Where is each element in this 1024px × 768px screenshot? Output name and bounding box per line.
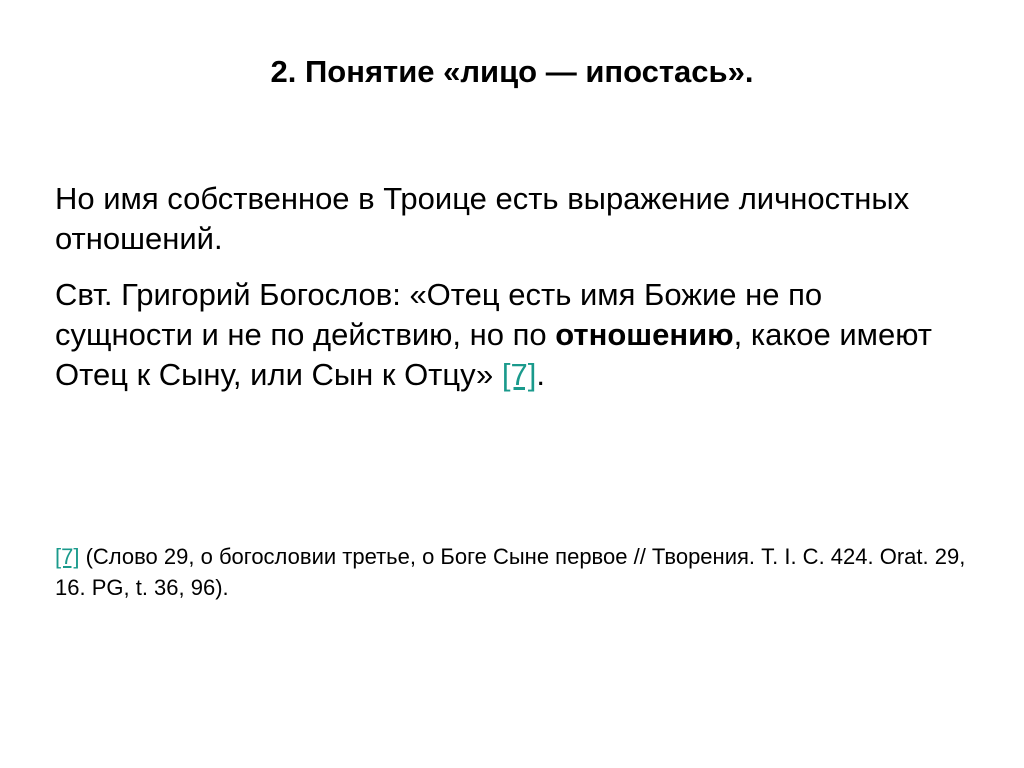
slide-title: 2. Понятие «лицо — ипостась». xyxy=(270,54,754,89)
paragraph-1: Но имя собственное в Троице есть выражение личностных отношений. xyxy=(55,181,910,256)
footnote xyxy=(55,541,975,603)
slide-body xyxy=(55,179,955,395)
emphasis-text: отношению xyxy=(555,317,734,352)
footnote-backlink[interactable]: [7] xyxy=(55,544,80,569)
footnote-text: (Слово 29, о богословии третье, о Боге Сыне первое // Творения. Т. I. С. 424. Orat. 29, 16. PG, t. 36, 96). xyxy=(55,544,966,600)
quote-text-end: , какое имеют Отец к Сыну, или Сын к Отцу» xyxy=(55,317,932,392)
footnote-reference-link[interactable]: [7] xyxy=(501,357,537,392)
paragraph-end: . xyxy=(536,357,545,392)
quote-text-start: Свт. Григорий Богослов: «Отец есть имя Божие не по сущности и не по действию, но по xyxy=(55,277,823,352)
paragraph-2 xyxy=(55,275,955,395)
